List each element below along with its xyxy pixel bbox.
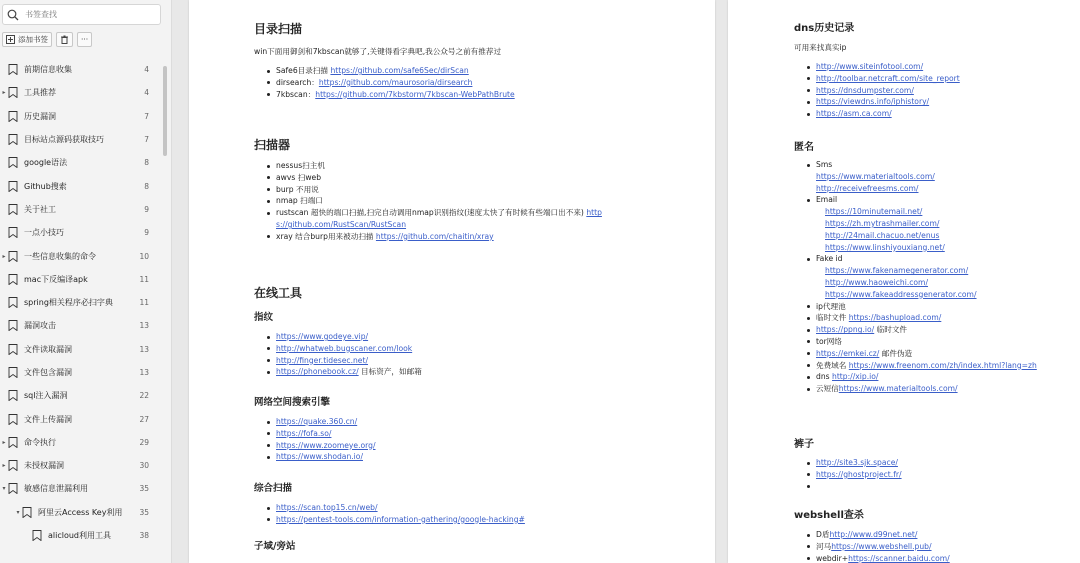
item-link[interactable]: https://bashupload.com/ — [848, 313, 942, 323]
anon-tor — [796, 336, 1037, 348]
bookmark-icon — [8, 367, 18, 378]
item-link[interactable]: https://scanner.baidu.com/ — [848, 553, 950, 563]
scanner-item — [256, 207, 602, 219]
bookmark-page-number: 9 — [144, 204, 149, 214]
anon-sub-item — [796, 218, 1037, 230]
bookmark-label: 未授权漏洞 — [24, 461, 64, 471]
item-text: nessus扫主机 — [276, 161, 325, 170]
bookmark-icon — [8, 134, 18, 145]
bookmark-page-number: 8 — [144, 181, 149, 191]
item-text: tor网络 — [816, 336, 842, 346]
add-bookmark-label: 添加书签 — [18, 35, 48, 44]
heading-webshell: webshell查杀 — [794, 510, 864, 521]
sidebar-bookmark-item[interactable] — [0, 128, 165, 151]
heading-pants: 裤子 — [794, 439, 814, 450]
item-link[interactable]: s://github.com/RustScan/RustScan — [276, 219, 407, 229]
item-link[interactable]: http://xip.io/ — [832, 372, 879, 382]
dns-intro: 可用来找真实ip — [794, 43, 847, 52]
item-text: burp 不用说 — [276, 184, 319, 194]
item-link[interactable]: https://ghostproject.fr/ — [816, 469, 902, 479]
bookmark-label: 命令执行 — [24, 437, 56, 447]
bookmark-page-number: 35 — [139, 484, 149, 494]
bookmark-icon — [8, 460, 18, 471]
bookmark-list — [0, 58, 165, 547]
sidebar-bookmark-item[interactable] — [0, 477, 165, 500]
item-text: Sms — [816, 160, 833, 169]
item-link[interactable]: https://quake.360.cn/ — [276, 417, 358, 426]
bookmark-label: 工具推荐 — [24, 88, 56, 98]
bookmark-icon — [8, 227, 18, 238]
bookmark-icon — [8, 390, 18, 401]
dir-scan-list — [256, 65, 515, 100]
sidebar-bookmark-item[interactable] — [0, 268, 165, 291]
item-link[interactable]: https://www.fakeaddressgenerator.com/ — [825, 289, 977, 299]
item-link[interactable]: http://site3.sjk.space/ — [816, 458, 898, 467]
anon-sub-item — [796, 265, 1037, 277]
bookmark-toolbar — [2, 32, 92, 47]
expand-down-icon[interactable]: ▾ — [2, 485, 6, 493]
item-text: D盾 — [816, 530, 830, 539]
bookmark-label: Github搜索 — [24, 181, 67, 191]
scanner-item — [256, 160, 602, 172]
bookmark-page-number: 4 — [144, 88, 149, 98]
item-link[interactable]: https://www.materialtools.com/ — [838, 384, 958, 394]
item-link[interactable]: http://24mail.chacuo.net/enus — [825, 230, 940, 240]
heading-scanner: 扫描器 — [254, 138, 291, 152]
bookmark-label: 关于社工 — [24, 204, 56, 214]
expand-down-icon[interactable]: ▾ — [16, 508, 20, 516]
bookmark-page-number: 11 — [139, 274, 149, 284]
anonymous-list — [796, 159, 1037, 395]
document-page-left — [189, 0, 715, 563]
webshell-item — [796, 553, 950, 563]
heading-online-tools: 在线工具 — [254, 286, 303, 300]
bookmark-label: 前期信息收集 — [24, 65, 72, 75]
sidebar-bookmark-item[interactable] — [0, 384, 165, 407]
item-link[interactable]: https://www.materialtools.com/ — [816, 171, 935, 181]
space-search-item — [256, 416, 376, 428]
item-text: 云短信 — [816, 384, 839, 394]
anon-sub-item — [796, 183, 1037, 195]
item-link[interactable]: http://www.siteinfotool.com/ — [816, 62, 924, 71]
anon-email — [796, 194, 1037, 206]
item-text: 7kbscan： — [276, 89, 316, 99]
webshell-item — [796, 541, 950, 553]
bookmark-page-number: 29 — [139, 437, 149, 447]
sidebar-bookmark-item[interactable] — [0, 198, 165, 221]
sidebar-bookmark-item[interactable] — [0, 524, 165, 547]
dns-history-item — [796, 108, 960, 120]
dns-history-item — [796, 96, 960, 108]
anon-sub-item — [796, 289, 1037, 301]
scanner-item — [256, 195, 602, 207]
item-text: dirsearch： — [276, 77, 319, 87]
item-link[interactable]: https://dnsdumpster.com/ — [816, 85, 914, 95]
fingerprint-item — [256, 366, 422, 378]
sidebar-bookmark-item[interactable] — [0, 244, 165, 267]
delete-bookmark-button[interactable] — [56, 32, 73, 47]
dir-scan-intro: win下面用御剑和7kbscan就够了,关键得看字典吧,我公众号之前有推荐过 — [254, 47, 502, 56]
bookmark-page-number: 35 — [139, 507, 149, 517]
bookmark-label: mac下反编译apk — [24, 274, 88, 284]
sidebar-bookmark-item[interactable] — [0, 81, 165, 104]
combined-scan-item — [256, 502, 525, 514]
sidebar-bookmark-item[interactable] — [0, 407, 165, 430]
anon-sub-item — [796, 242, 1037, 254]
bookmark-label: 漏洞攻击 — [24, 321, 56, 331]
item-link[interactable]: https://ppng.io/ — [816, 325, 875, 335]
scanner-item — [256, 184, 602, 196]
heading-space-search: 网络空间搜索引擎 — [254, 397, 331, 408]
sidebar-bookmark-item[interactable] — [0, 361, 165, 384]
sidebar-bookmark-item[interactable] — [0, 58, 165, 81]
bookmark-icon — [32, 530, 42, 541]
item-link[interactable]: https://scan.top15.cn/web/ — [276, 503, 378, 512]
sidebar-bookmark-item[interactable] — [0, 221, 165, 244]
document-page-right — [728, 0, 1080, 563]
bookmark-page-number: 9 — [144, 228, 149, 238]
expand-right-icon[interactable]: ▸ — [2, 252, 6, 260]
item-link[interactable]: https://fofa.so/ — [276, 428, 332, 438]
item-link[interactable]: https://www.linshiyouxiang.net/ — [825, 242, 945, 252]
item-text: 免费域名 — [816, 360, 849, 370]
webshell-list — [796, 529, 950, 563]
bookmark-icon — [8, 157, 18, 168]
dir-scan-item — [256, 65, 515, 77]
expand-right-icon[interactable]: ▸ — [2, 462, 6, 470]
bookmark-page-number: 7 — [144, 135, 149, 145]
item-link[interactable]: https://zh.mytrashmailer.com/ — [825, 218, 940, 228]
dns-history-item — [796, 85, 960, 97]
scanner-item — [256, 231, 602, 243]
scanner-item — [256, 219, 602, 231]
anon-fakeid — [796, 253, 1037, 265]
dir-scan-item — [256, 77, 515, 89]
heading-anonymous: 匿名 — [794, 142, 814, 153]
bookmark-icon — [8, 251, 18, 262]
item-link[interactable]: http://whatweb.bugscaner.com/look — [276, 343, 413, 353]
anon-sms — [796, 159, 1037, 171]
sidebar-scrollbar[interactable] — [163, 66, 167, 156]
item-link[interactable]: https://emkei.cz/ — [816, 348, 880, 358]
fingerprint-item — [256, 331, 422, 343]
combined-scan-item — [256, 514, 525, 526]
pants-item — [796, 469, 902, 481]
sidebar-bookmark-item[interactable] — [0, 174, 165, 197]
anon-sub-item — [796, 230, 1037, 242]
item-link[interactable]: https://www.godeye.vip/ — [276, 332, 369, 341]
bookmark-icon — [8, 437, 18, 448]
item-link[interactable]: http://www.haoweichi.com/ — [825, 277, 929, 287]
bookmark-icon — [8, 204, 18, 215]
bookmark-label: 文件上传漏洞 — [24, 414, 72, 424]
item-link[interactable]: https://github.com/safe6Sec/dirScan — [330, 66, 469, 75]
item-text: dns — [816, 372, 833, 382]
fingerprint-item — [256, 343, 422, 355]
bookmark-label: 敏感信息泄漏利用 — [24, 484, 88, 494]
item-text: 河马 — [816, 541, 832, 551]
item-link[interactable]: https://viewdns.info/iphistory/ — [816, 97, 930, 107]
sidebar-bookmark-item[interactable] — [0, 291, 165, 314]
bookmark-label: google语法 — [24, 158, 68, 168]
item-text: rustscan 超快的端口扫描,扫完自动调用nmap识别指纹(速度太快了有时候有些端口出不来) — [276, 208, 587, 218]
item-link[interactable]: https://phonebook.cz/ — [276, 367, 359, 377]
bookmark-label: alicloud利用工具 — [48, 531, 112, 541]
fingerprint-item — [256, 355, 422, 367]
item-link[interactable]: http://www.d99net.net/ — [829, 530, 918, 539]
sidebar-bookmark-item[interactable] — [0, 314, 165, 337]
anon-tempfile — [796, 312, 1037, 324]
item-link[interactable]: http://receivefreesms.com/ — [816, 183, 919, 193]
bookmark-icon — [8, 64, 18, 75]
item-text: awvs 扫web — [276, 172, 322, 182]
anon-free-domain — [796, 360, 1037, 372]
sidebar-bookmark-item[interactable] — [0, 431, 165, 454]
space-search-list — [256, 416, 376, 463]
item-text: Email — [816, 195, 838, 205]
bookmark-icon — [8, 344, 18, 355]
bookmark-label: 文件读取漏洞 — [24, 344, 72, 354]
sidebar-bookmark-item[interactable] — [0, 501, 165, 524]
item-text: 临时文件 — [874, 325, 908, 335]
item-link[interactable]: https://www.freenom.com/zh/index.html?lang=zh — [848, 360, 1037, 370]
fingerprint-list — [256, 331, 422, 378]
bookmark-label: 一些信息收集的命令 — [24, 251, 96, 261]
bookmark-page-number: 7 — [144, 111, 149, 121]
heading-dir-scan: 目录扫描 — [254, 22, 303, 36]
anon-sub-item — [796, 171, 1037, 183]
bookmark-icon — [8, 181, 18, 192]
anon-sub-item — [796, 206, 1037, 218]
bookmark-label: spring相关程序必扫字典 — [24, 298, 113, 308]
bookmark-page-number: 38 — [139, 531, 149, 541]
scanner-item — [256, 172, 602, 184]
dns-history-item — [796, 61, 960, 73]
bookmark-page-number: 10 — [139, 251, 149, 261]
item-note: 目标资产，如邮箱 — [358, 367, 422, 377]
bookmark-page-number: 22 — [139, 391, 149, 401]
anon-sub-item — [796, 277, 1037, 289]
item-text: webdir+ — [816, 553, 849, 563]
bookmark-label: 阿里云Access Key利用 — [38, 507, 123, 517]
anon-emkei — [796, 348, 1037, 360]
item-text: Safe6目录扫描 — [276, 66, 331, 75]
bookmark-sidebar — [0, 0, 172, 563]
bookmark-label: 目标站点源码获取技巧 — [24, 135, 104, 145]
bookmark-icon — [22, 507, 32, 518]
bookmark-icon — [8, 87, 18, 98]
bookmark-page-number: 13 — [139, 368, 149, 377]
bookmark-search-box[interactable] — [2, 4, 161, 25]
sidebar-bookmark-item[interactable] — [0, 105, 165, 128]
item-link[interactable]: https://10minutemail.net/ — [825, 207, 923, 217]
heading-subdomain: 子域/旁站 — [254, 541, 296, 552]
space-search-item — [256, 428, 376, 440]
bookmark-icon — [8, 111, 18, 122]
more-options-button[interactable] — [77, 32, 92, 47]
pants-list — [796, 457, 902, 492]
item-link[interactable]: https://www.fakenamegenerator.com/ — [825, 266, 969, 276]
dns-history-item — [796, 73, 960, 85]
bookmark-label: 文件包含漏洞 — [24, 368, 72, 377]
anon-cloud-sms — [796, 383, 1037, 395]
webshell-item — [796, 529, 950, 541]
bookmark-page-number: 11 — [139, 298, 149, 308]
item-text: ip代理池 — [816, 301, 846, 311]
sidebar-bookmark-item[interactable] — [0, 454, 165, 477]
expand-right-icon[interactable]: ▸ — [2, 438, 6, 446]
bookmark-page-number: 13 — [139, 344, 149, 354]
heading-dns-history: dns历史记录 — [794, 23, 855, 34]
item-link[interactable]: http://toolbar.netcraft.com/site_report — [816, 73, 960, 83]
item-link[interactable]: https://github.com/7kbstorm/7kbscan-WebPathBrute — [315, 89, 515, 99]
bookmark-icon — [8, 414, 18, 425]
bookmark-page-number: 30 — [139, 461, 149, 471]
space-search-item — [256, 451, 376, 463]
space-search-item — [256, 440, 376, 452]
heading-combined-scan: 综合扫描 — [254, 483, 293, 494]
item-link[interactable]: https://github.com/maurosoria/dirsearch — [318, 77, 473, 87]
item-link[interactable]: https://asm.ca.com/ — [816, 109, 892, 119]
trash-icon — [60, 35, 69, 44]
item-link[interactable]: https://www.shodan.io/ — [276, 452, 363, 462]
dns-history-list — [796, 61, 960, 120]
bookmark-page-number: 8 — [144, 158, 149, 168]
combined-scan-list — [256, 502, 525, 526]
item-text: 邮件伪造 — [879, 348, 913, 358]
bookmark-search-input[interactable] — [25, 10, 145, 19]
add-bookmark-button[interactable] — [2, 32, 52, 47]
bookmark-icon — [8, 483, 18, 494]
pants-item — [796, 481, 902, 493]
bookmark-icon — [8, 320, 18, 331]
heading-fingerprint: 指纹 — [254, 312, 274, 323]
pants-item — [796, 457, 902, 469]
more-icon: ··· — [81, 35, 89, 44]
bookmark-icon — [8, 297, 18, 308]
item-link[interactable]: https://pentest-tools.com/information-gathering/google-hacking# — [276, 514, 525, 524]
bookmark-label: 历史漏洞 — [24, 111, 56, 121]
bookmark-page-number: 13 — [139, 321, 149, 331]
item-link[interactable]: https://github.com/chaitin/xray — [375, 231, 494, 241]
bookmark-page-number: 4 — [144, 65, 149, 75]
item-link[interactable]: http://finger.tidesec.net/ — [276, 355, 369, 365]
bookmark-icon — [8, 274, 18, 285]
bookmark-label: sql注入漏洞 — [24, 391, 68, 401]
sidebar-bookmark-item[interactable] — [0, 338, 165, 361]
item-text: Fake id — [816, 254, 843, 264]
item-link[interactable]: https://www.webshell.pub/ — [831, 541, 932, 551]
item-text: xray 结合burp用来被动扫描 — [276, 231, 376, 241]
bookmark-label: 一点小技巧 — [24, 228, 64, 238]
dir-scan-item — [256, 89, 515, 101]
search-icon — [7, 9, 19, 21]
item-text: nmap 扫端口 — [276, 196, 323, 206]
item-text: 临时文件 — [816, 313, 849, 323]
anon-ppng — [796, 324, 1037, 336]
anon-proxy-pool — [796, 301, 1037, 313]
item-link[interactable]: https://www.zoomeye.org/ — [276, 440, 376, 450]
item-link[interactable]: http — [586, 208, 602, 218]
bookmark-page-number: 27 — [139, 414, 149, 424]
sidebar-bookmark-item[interactable] — [0, 151, 165, 174]
add-bookmark-icon — [6, 35, 15, 44]
anon-dns — [796, 371, 1037, 383]
expand-right-icon[interactable]: ▸ — [2, 89, 6, 97]
scanner-list — [256, 160, 602, 243]
